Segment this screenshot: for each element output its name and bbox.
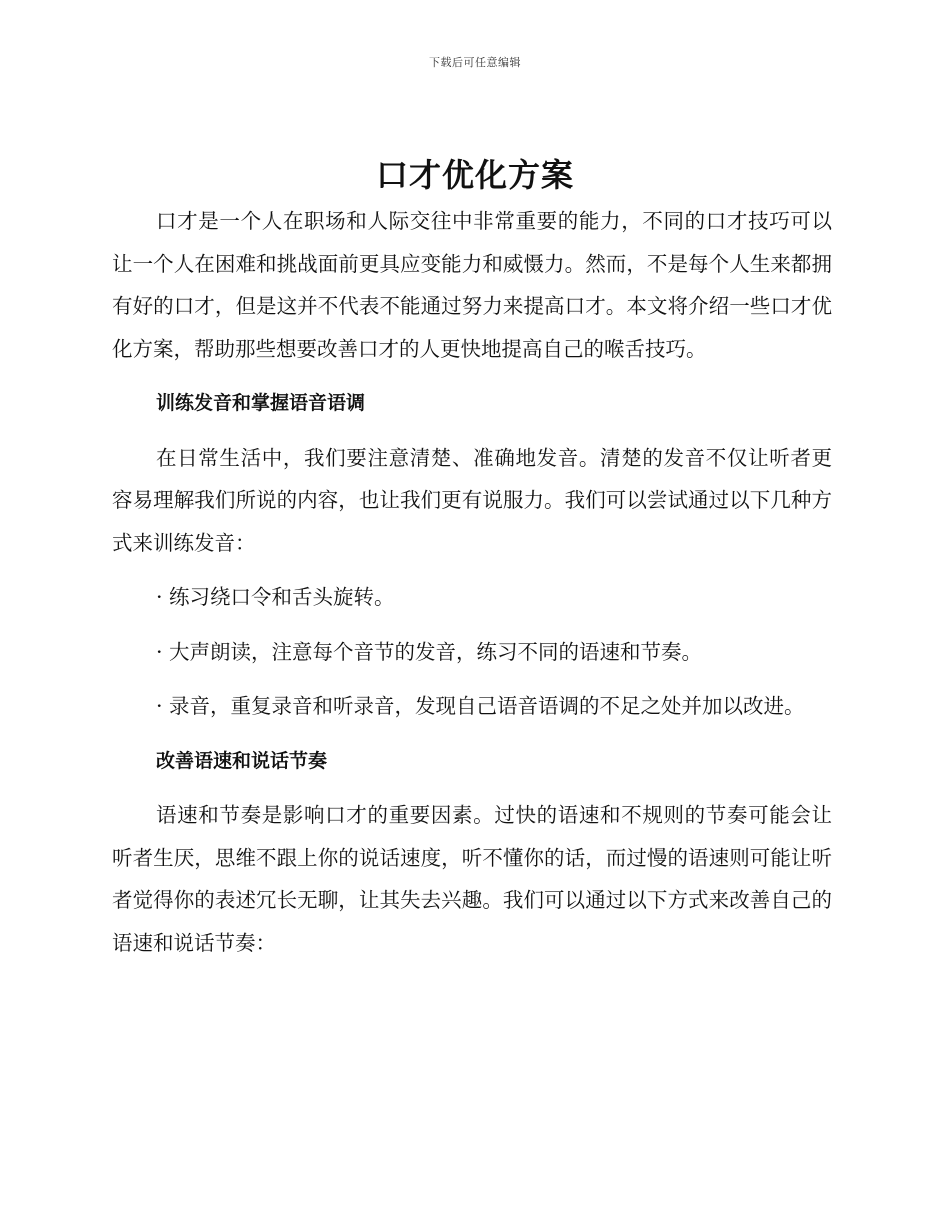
intro-paragraph: 口才是一个人在职场和人际交往中非常重要的能力，不同的口才技巧可以让一个人在困难和挑战面前更具应变能力和威慑力。然而，不是每个人生来都拥有好的口才，但是这并不代表不能通过努力来提高口才。本文将介绍一些口才优化方案，帮助那些想要改善口才的人更快地提高自己的喉舌技巧。 [112, 209, 832, 361]
section-heading-pronunciation: 训练发音和掌握语音语调 [156, 392, 366, 414]
document-body [112, 200, 832, 964]
header-note: 下载后可任意编辑 [429, 56, 521, 69]
section-paragraph-pronunciation: 在日常生活中，我们要注意清楚、准确地发音。清楚的发音不仅让听者更容易理解我们所说的内容，也让我们更有说服力。我们可以尝试通过以下几种方式来训练发音： [112, 445, 832, 555]
section-heading-pace: 改善语速和说话节奏 [156, 749, 328, 772]
bullet-item: · 练习绕口令和舌头旋转。 [156, 585, 395, 609]
bullet-item: · 大声朗读，注意每个音节的发音，练习不同的语速和节奏。 [156, 639, 703, 664]
document-title: 口才优化方案 [375, 156, 574, 194]
bullet-item: · 录音，重复录音和听录音，发现自己语音语调的不足之处并加以改进。 [156, 694, 805, 718]
section-paragraph-pace: 语速和节奏是影响口才的重要因素。过快的语速和不规则的节奏可能会让听者生厌，思维不跟上你的说话速度，听不懂你的话，而过慢的语速则可能让听者觉得你的表述冗长无聊，让其失去兴趣。我们可以通过以下方式来改善自己的语速和说话节奏： [112, 803, 832, 955]
